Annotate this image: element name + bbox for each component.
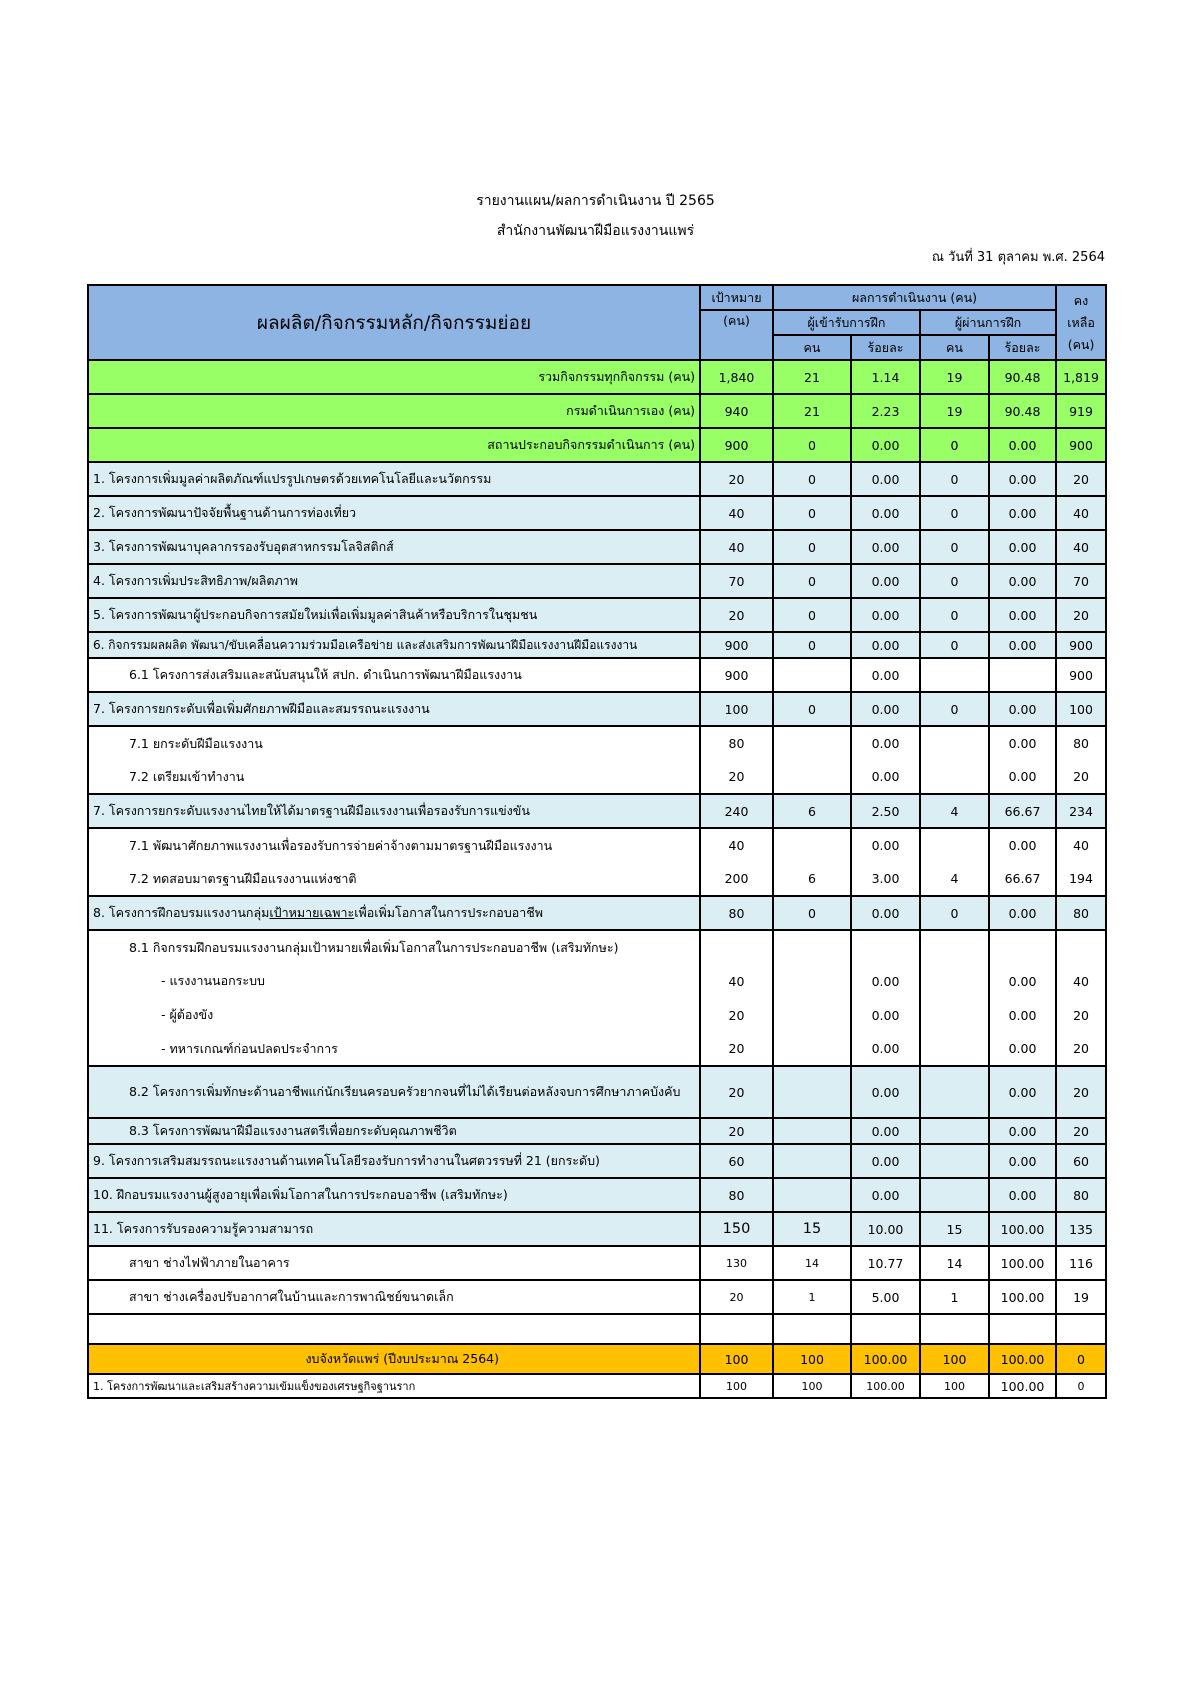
cell-remaining: 20 xyxy=(1056,760,1106,794)
cell-trainees-percent: 0.00 xyxy=(851,692,920,726)
cell-remaining: 900 xyxy=(1056,658,1106,692)
table-row xyxy=(88,692,1106,726)
cell-trainees-percent: 3.00 xyxy=(851,862,920,896)
header-remaining-line1: คงเหลือ xyxy=(1067,292,1095,330)
cell-remaining: 19 xyxy=(1056,1280,1106,1314)
cell-target: 100 xyxy=(700,1374,773,1398)
table-row-empty xyxy=(88,1314,1106,1344)
table-row xyxy=(88,564,1106,598)
cell-trainees-count: 21 xyxy=(773,394,851,428)
cell-remaining: 100 xyxy=(1056,692,1106,726)
cell-trainees-percent: 5.00 xyxy=(851,1280,920,1314)
cell-trainees-count: 6 xyxy=(773,862,851,896)
cell-passed-percent: 0.00 xyxy=(989,496,1056,530)
cell-remaining: 0 xyxy=(1056,1374,1106,1398)
table-row xyxy=(88,828,1106,862)
row-label: 7.2 ทดสอบมาตรฐานฝีมือแรงงานแห่งชาติ xyxy=(88,862,700,896)
cell-passed-count: 0 xyxy=(920,530,989,564)
cell-target: 80 xyxy=(700,896,773,930)
cell-trainees-count: 0 xyxy=(773,496,851,530)
cell-passed-percent: 66.67 xyxy=(989,862,1056,896)
table-row xyxy=(88,530,1106,564)
cell-trainees-count: 14 xyxy=(773,1246,851,1280)
cell-remaining: 900 xyxy=(1056,632,1106,658)
cell-trainees-count: 0 xyxy=(773,462,851,496)
table-row xyxy=(88,998,1106,1032)
cell-remaining: 20 xyxy=(1056,598,1106,632)
cell-remaining: 70 xyxy=(1056,564,1106,598)
cell-passed-percent: 0.00 xyxy=(989,1144,1056,1178)
header-trainees-percent: ร้อยละ xyxy=(851,335,920,360)
header-passed-count: คน xyxy=(920,335,989,360)
cell-remaining: 1,819 xyxy=(1056,360,1106,394)
row-label: 8.3 โครงการพัฒนาฝีมือแรงงานสตรีเพื่อยกระดับคุณภาพชีวิต xyxy=(88,1118,700,1144)
cell-remaining: 919 xyxy=(1056,394,1106,428)
table-row xyxy=(88,496,1106,530)
row-label: 9. โครงการเสริมสมรรถนะแรงงานด้านเทคโนโลยีรองรับการทำงานในศตวรรษที่ 21 (ยกระดับ) xyxy=(88,1144,700,1178)
table-row xyxy=(88,462,1106,496)
cell-trainees-percent: 0.00 xyxy=(851,496,920,530)
cell-trainees-percent: 0.00 xyxy=(851,658,920,692)
row-label: กรมดำเนินการเอง (คน) xyxy=(88,394,700,428)
cell-passed-percent: 100.00 xyxy=(989,1374,1056,1398)
cell-remaining: 900 xyxy=(1056,428,1106,462)
header-trainees-count: คน xyxy=(773,335,851,360)
table-row xyxy=(88,1280,1106,1314)
cell-passed-count xyxy=(920,1066,989,1118)
cell-remaining: 20 xyxy=(1056,1118,1106,1144)
row-label: รวมกิจกรรมทุกกิจกรรม (คน) xyxy=(88,360,700,394)
cell-trainees-percent: 10.00 xyxy=(851,1212,920,1246)
cell-trainees-percent: 0.00 xyxy=(851,530,920,564)
cell-target: 80 xyxy=(700,726,773,760)
cell-remaining: 20 xyxy=(1056,1032,1106,1066)
cell-passed-count xyxy=(920,828,989,862)
cell-passed-count xyxy=(920,1314,989,1344)
cell-passed-count xyxy=(920,1118,989,1144)
cell-target: 80 xyxy=(700,1178,773,1212)
cell-target: 40 xyxy=(700,828,773,862)
table-row xyxy=(88,1144,1106,1178)
cell-trainees-count xyxy=(773,1144,851,1178)
cell-trainees-percent: 1.14 xyxy=(851,360,920,394)
cell-passed-percent: 0.00 xyxy=(989,828,1056,862)
cell-target: 40 xyxy=(700,530,773,564)
cell-passed-percent: 0.00 xyxy=(989,964,1056,998)
table-row xyxy=(88,896,1106,930)
cell-remaining: 40 xyxy=(1056,496,1106,530)
cell-remaining: 80 xyxy=(1056,896,1106,930)
row-label: 1. โครงการพัฒนาและเสริมสร้างความเข้มแข็งของเศรษฐกิจฐานราก xyxy=(88,1374,700,1398)
cell-trainees-percent: 0.00 xyxy=(851,598,920,632)
cell-trainees-count xyxy=(773,828,851,862)
cell-remaining: 194 xyxy=(1056,862,1106,896)
table-row xyxy=(88,760,1106,794)
cell-passed-count: 0 xyxy=(920,496,989,530)
cell-trainees-percent: 2.23 xyxy=(851,394,920,428)
cell-trainees-count: 6 xyxy=(773,794,851,828)
cell-passed-percent xyxy=(989,658,1056,692)
cell-trainees-count xyxy=(773,964,851,998)
cell-remaining: 40 xyxy=(1056,828,1106,862)
row-label: สถานประกอบกิจกรรมดำเนินการ (คน) xyxy=(88,428,700,462)
row-label-part: เพื่อเพิ่มโอกาสในการประกอบอาชีพ xyxy=(354,905,544,920)
table-row xyxy=(88,632,1106,658)
cell-trainees-count: 0 xyxy=(773,530,851,564)
cell-passed-percent: 100.00 xyxy=(989,1212,1056,1246)
header-results: ผลการดำเนินงาน (คน) xyxy=(773,285,1056,310)
table-row xyxy=(88,1374,1106,1398)
cell-target: 20 xyxy=(700,1280,773,1314)
header-target: เป้าหมาย xyxy=(700,285,773,310)
table-row xyxy=(88,1212,1106,1246)
row-label: 5. โครงการพัฒนาผู้ประกอบกิจการสมัยใหม่เพื่อเพิ่มมูลค่าสินค้าหรือบริการในชุมชน xyxy=(88,598,700,632)
cell-remaining: 0 xyxy=(1056,1344,1106,1374)
table-row xyxy=(88,1066,1106,1118)
row-label xyxy=(88,1314,700,1344)
cell-target: 20 xyxy=(700,598,773,632)
cell-trainees-percent: 0.00 xyxy=(851,998,920,1032)
cell-passed-count: 0 xyxy=(920,564,989,598)
row-label: 4. โครงการเพิ่มประสิทธิภาพ/ผลิตภาพ xyxy=(88,564,700,598)
header-remaining-line2: (คน) xyxy=(1067,336,1095,352)
table-row xyxy=(88,598,1106,632)
row-label xyxy=(88,896,700,930)
table-row xyxy=(88,726,1106,760)
cell-passed-percent: 0.00 xyxy=(989,760,1056,794)
row-label: 2. โครงการพัฒนาปัจจัยพื้นฐานด้านการท่องเที่ยว xyxy=(88,496,700,530)
report-date: ณ วันที่ 31 ตุลาคม พ.ศ. 2564 xyxy=(931,250,1105,265)
cell-passed-percent: 0.00 xyxy=(989,998,1056,1032)
table-row xyxy=(88,964,1106,998)
header-target-unit: (คน) xyxy=(700,310,773,360)
cell-passed-percent: 66.67 xyxy=(989,794,1056,828)
cell-target xyxy=(700,1314,773,1344)
cell-trainees-count xyxy=(773,1314,851,1344)
table-row xyxy=(88,1178,1106,1212)
row-label: สาขา ช่างเครื่องปรับอากาศในบ้านและการพาณิชย์ขนาดเล็ก xyxy=(88,1280,700,1314)
row-label: 10. ฝึกอบรมแรงงานผู้สูงอายุเพื่อเพิ่มโอกาสในการประกอบอาชีพ (เสริมทักษะ) xyxy=(88,1178,700,1212)
cell-passed-count: 0 xyxy=(920,428,989,462)
cell-passed-count xyxy=(920,726,989,760)
cell-trainees-percent xyxy=(851,930,920,964)
row-label: - ทหารเกณฑ์ก่อนปลดประจำการ xyxy=(88,1032,700,1066)
row-label: 3. โครงการพัฒนาบุคลากรรองรับอุตสาหกรรมโลจิสติกส์ xyxy=(88,530,700,564)
cell-passed-percent: 0.00 xyxy=(989,428,1056,462)
cell-trainees-percent xyxy=(851,1314,920,1344)
cell-target: 150 xyxy=(700,1212,773,1246)
cell-passed-count xyxy=(920,1032,989,1066)
table-row xyxy=(88,1344,1106,1374)
cell-passed-count xyxy=(920,998,989,1032)
cell-passed-percent xyxy=(989,930,1056,964)
cell-target: 940 xyxy=(700,394,773,428)
cell-passed-count: 100 xyxy=(920,1374,989,1398)
cell-trainees-count xyxy=(773,1032,851,1066)
cell-trainees-count: 0 xyxy=(773,632,851,658)
cell-trainees-count xyxy=(773,1118,851,1144)
cell-target: 900 xyxy=(700,632,773,658)
cell-passed-count: 1 xyxy=(920,1280,989,1314)
table-row xyxy=(88,394,1106,428)
cell-trainees-percent: 0.00 xyxy=(851,462,920,496)
header-passed: ผู้ผ่านการฝึก xyxy=(920,310,1056,335)
cell-target: 20 xyxy=(700,760,773,794)
cell-remaining: 135 xyxy=(1056,1212,1106,1246)
cell-passed-percent: 0.00 xyxy=(989,632,1056,658)
cell-target: 20 xyxy=(700,998,773,1032)
cell-passed-count: 4 xyxy=(920,794,989,828)
cell-passed-count: 19 xyxy=(920,360,989,394)
row-label: 7.2 เตรียมเข้าทำงาน xyxy=(88,760,700,794)
cell-passed-percent: 100.00 xyxy=(989,1280,1056,1314)
cell-passed-count: 15 xyxy=(920,1212,989,1246)
table-row xyxy=(88,794,1106,828)
cell-remaining: 80 xyxy=(1056,1178,1106,1212)
cell-trainees-percent: 0.00 xyxy=(851,564,920,598)
cell-trainees-percent: 100.00 xyxy=(851,1374,920,1398)
cell-trainees-percent: 0.00 xyxy=(851,1032,920,1066)
row-label: - แรงงานนอกระบบ xyxy=(88,964,700,998)
cell-trainees-percent: 0.00 xyxy=(851,828,920,862)
table-row xyxy=(88,862,1106,896)
cell-remaining: 234 xyxy=(1056,794,1106,828)
row-label: 7.1 ยกระดับฝีมือแรงงาน xyxy=(88,726,700,760)
row-label: 7.1 พัฒนาศักยภาพแรงงานเพื่อรองรับการจ่ายค่าจ้างตามมาตรฐานฝีมือแรงงาน xyxy=(88,828,700,862)
cell-target: 130 xyxy=(700,1246,773,1280)
cell-remaining: 20 xyxy=(1056,462,1106,496)
cell-passed-percent: 90.48 xyxy=(989,394,1056,428)
cell-remaining: 20 xyxy=(1056,1066,1106,1118)
cell-passed-percent: 0.00 xyxy=(989,530,1056,564)
cell-trainees-count xyxy=(773,1066,851,1118)
row-label: สาขา ช่างไฟฟ้าภายในอาคาร xyxy=(88,1246,700,1280)
row-label: 1. โครงการเพิ่มมูลค่าผลิตภัณฑ์แปรรูปเกษตรด้วยเทคโนโลยีและนวัตกรรม xyxy=(88,462,700,496)
cell-target: 20 xyxy=(700,1066,773,1118)
cell-trainees-count: 100 xyxy=(773,1374,851,1398)
cell-target: 240 xyxy=(700,794,773,828)
row-label: 7. โครงการยกระดับเพื่อเพิ่มศักยภาพฝีมือและสมรรถนะแรงงาน xyxy=(88,692,700,726)
cell-target: 20 xyxy=(700,462,773,496)
cell-trainees-percent: 0.00 xyxy=(851,1144,920,1178)
table-row xyxy=(88,1246,1106,1280)
cell-target: 900 xyxy=(700,428,773,462)
row-label: 8.1 กิจกรรมฝึกอบรมแรงงานกลุ่มเป้าหมายเพื่อเพิ่มโอกาสในการประกอบอาชีพ (เสริมทักษะ) xyxy=(88,930,700,964)
cell-trainees-count: 0 xyxy=(773,598,851,632)
table-row xyxy=(88,1118,1106,1144)
cell-remaining: 20 xyxy=(1056,998,1106,1032)
row-label: 6. กิจกรรมผลผลิต พัฒนา/ขับเคลื่อนความร่วมมือเครือข่าย และส่งเสริมการพัฒนาฝีมือแรงงานฝีมือแรงงาน xyxy=(88,632,700,658)
cell-trainees-percent: 0.00 xyxy=(851,726,920,760)
cell-remaining xyxy=(1056,1314,1106,1344)
cell-trainees-count: 0 xyxy=(773,564,851,598)
cell-passed-percent: 0.00 xyxy=(989,692,1056,726)
cell-trainees-percent: 0.00 xyxy=(851,1066,920,1118)
row-label-underlined: เป้าหมายเฉพาะ xyxy=(269,905,355,920)
row-label: 11. โครงการรับรองความรู้ความสามารถ xyxy=(88,1212,700,1246)
header-activity: ผลผลิต/กิจกรรมหลัก/กิจกรรมย่อย xyxy=(88,285,700,360)
cell-passed-percent: 90.48 xyxy=(989,360,1056,394)
cell-remaining: 116 xyxy=(1056,1246,1106,1280)
cell-passed-count: 14 xyxy=(920,1246,989,1280)
cell-target: 1,840 xyxy=(700,360,773,394)
row-label: 8.2 โครงการเพิ่มทักษะด้านอาชีพแก่นักเรียนครอบครัวยากจนที่ไม่ได้เรียนต่อหลังจบการศึกษาภาคบังคับ xyxy=(88,1066,700,1118)
cell-trainees-percent: 0.00 xyxy=(851,1118,920,1144)
cell-trainees-percent: 2.50 xyxy=(851,794,920,828)
cell-passed-count: 0 xyxy=(920,632,989,658)
cell-trainees-count: 15 xyxy=(773,1212,851,1246)
cell-trainees-count: 21 xyxy=(773,360,851,394)
cell-passed-count: 19 xyxy=(920,394,989,428)
cell-passed-count: 0 xyxy=(920,692,989,726)
table-row xyxy=(88,428,1106,462)
cell-passed-count: 0 xyxy=(920,896,989,930)
cell-passed-percent: 0.00 xyxy=(989,1178,1056,1212)
table-row xyxy=(88,930,1106,964)
cell-passed-count: 0 xyxy=(920,598,989,632)
cell-trainees-count xyxy=(773,1178,851,1212)
cell-passed-count: 100 xyxy=(920,1344,989,1374)
table-row xyxy=(88,1032,1106,1066)
cell-target: 900 xyxy=(700,658,773,692)
cell-trainees-percent: 100.00 xyxy=(851,1344,920,1374)
cell-trainees-count: 0 xyxy=(773,896,851,930)
row-label-part: 8. โครงการฝึกอบรมแรงงานกลุ่ม xyxy=(93,905,270,920)
row-label: - ผู้ต้องขัง xyxy=(88,998,700,1032)
row-label: 6.1 โครงการส่งเสริมและสนับสนุนให้ สปก. ดำเนินการพัฒนาฝีมือแรงงาน xyxy=(88,658,700,692)
cell-trainees-count xyxy=(773,998,851,1032)
cell-passed-count xyxy=(920,964,989,998)
cell-trainees-count xyxy=(773,930,851,964)
cell-trainees-count xyxy=(773,658,851,692)
cell-target: 70 xyxy=(700,564,773,598)
cell-passed-percent: 0.00 xyxy=(989,1032,1056,1066)
report-title: รายงานแผน/ผลการดำเนินงาน ปี 2565 xyxy=(476,193,715,209)
cell-trainees-count xyxy=(773,726,851,760)
table-row xyxy=(88,658,1106,692)
cell-target: 40 xyxy=(700,496,773,530)
cell-passed-count xyxy=(920,760,989,794)
cell-passed-percent xyxy=(989,1314,1056,1344)
row-label: 7. โครงการยกระดับแรงงานไทยให้ได้มาตรฐานฝีมือแรงงานเพื่อรองรับการแข่งขัน xyxy=(88,794,700,828)
cell-target xyxy=(700,930,773,964)
performance-table xyxy=(87,284,1107,1399)
cell-trainees-percent: 10.77 xyxy=(851,1246,920,1280)
header-passed-percent: ร้อยละ xyxy=(989,335,1056,360)
cell-trainees-percent: 0.00 xyxy=(851,428,920,462)
cell-passed-count: 4 xyxy=(920,862,989,896)
cell-trainees-count: 1 xyxy=(773,1280,851,1314)
cell-target: 100 xyxy=(700,692,773,726)
cell-trainees-percent: 0.00 xyxy=(851,964,920,998)
header-remaining xyxy=(1056,285,1106,360)
cell-passed-percent: 0.00 xyxy=(989,564,1056,598)
cell-passed-count xyxy=(920,930,989,964)
cell-passed-count xyxy=(920,1144,989,1178)
cell-passed-percent: 0.00 xyxy=(989,1118,1056,1144)
cell-passed-count xyxy=(920,658,989,692)
cell-remaining xyxy=(1056,930,1106,964)
cell-passed-percent: 100.00 xyxy=(989,1246,1056,1280)
cell-target: 60 xyxy=(700,1144,773,1178)
cell-target: 20 xyxy=(700,1118,773,1144)
cell-passed-count: 0 xyxy=(920,462,989,496)
cell-remaining: 80 xyxy=(1056,726,1106,760)
cell-passed-percent: 0.00 xyxy=(989,1066,1056,1118)
cell-trainees-count: 100 xyxy=(773,1344,851,1374)
row-label: งบจังหวัดแพร่ (ปีงบประมาณ 2564) xyxy=(88,1344,700,1374)
cell-target: 100 xyxy=(700,1344,773,1374)
cell-target: 40 xyxy=(700,964,773,998)
cell-trainees-percent: 0.00 xyxy=(851,760,920,794)
cell-trainees-count xyxy=(773,760,851,794)
office-name: สำนักงานพัฒนาฝีมือแรงงานแพร่ xyxy=(496,223,695,239)
cell-passed-percent: 0.00 xyxy=(989,598,1056,632)
cell-passed-percent: 0.00 xyxy=(989,896,1056,930)
cell-remaining: 60 xyxy=(1056,1144,1106,1178)
cell-passed-percent: 100.00 xyxy=(989,1344,1056,1374)
cell-trainees-percent: 0.00 xyxy=(851,896,920,930)
cell-remaining: 40 xyxy=(1056,530,1106,564)
cell-trainees-count: 0 xyxy=(773,692,851,726)
cell-target: 20 xyxy=(700,1032,773,1066)
cell-passed-percent: 0.00 xyxy=(989,462,1056,496)
header-trainees: ผู้เข้ารับการฝึก xyxy=(773,310,920,335)
cell-remaining: 40 xyxy=(1056,964,1106,998)
cell-passed-percent: 0.00 xyxy=(989,726,1056,760)
table-row xyxy=(88,360,1106,394)
cell-passed-count xyxy=(920,1178,989,1212)
cell-target: 200 xyxy=(700,862,773,896)
cell-trainees-percent: 0.00 xyxy=(851,632,920,658)
cell-trainees-count: 0 xyxy=(773,428,851,462)
cell-trainees-percent: 0.00 xyxy=(851,1178,920,1212)
